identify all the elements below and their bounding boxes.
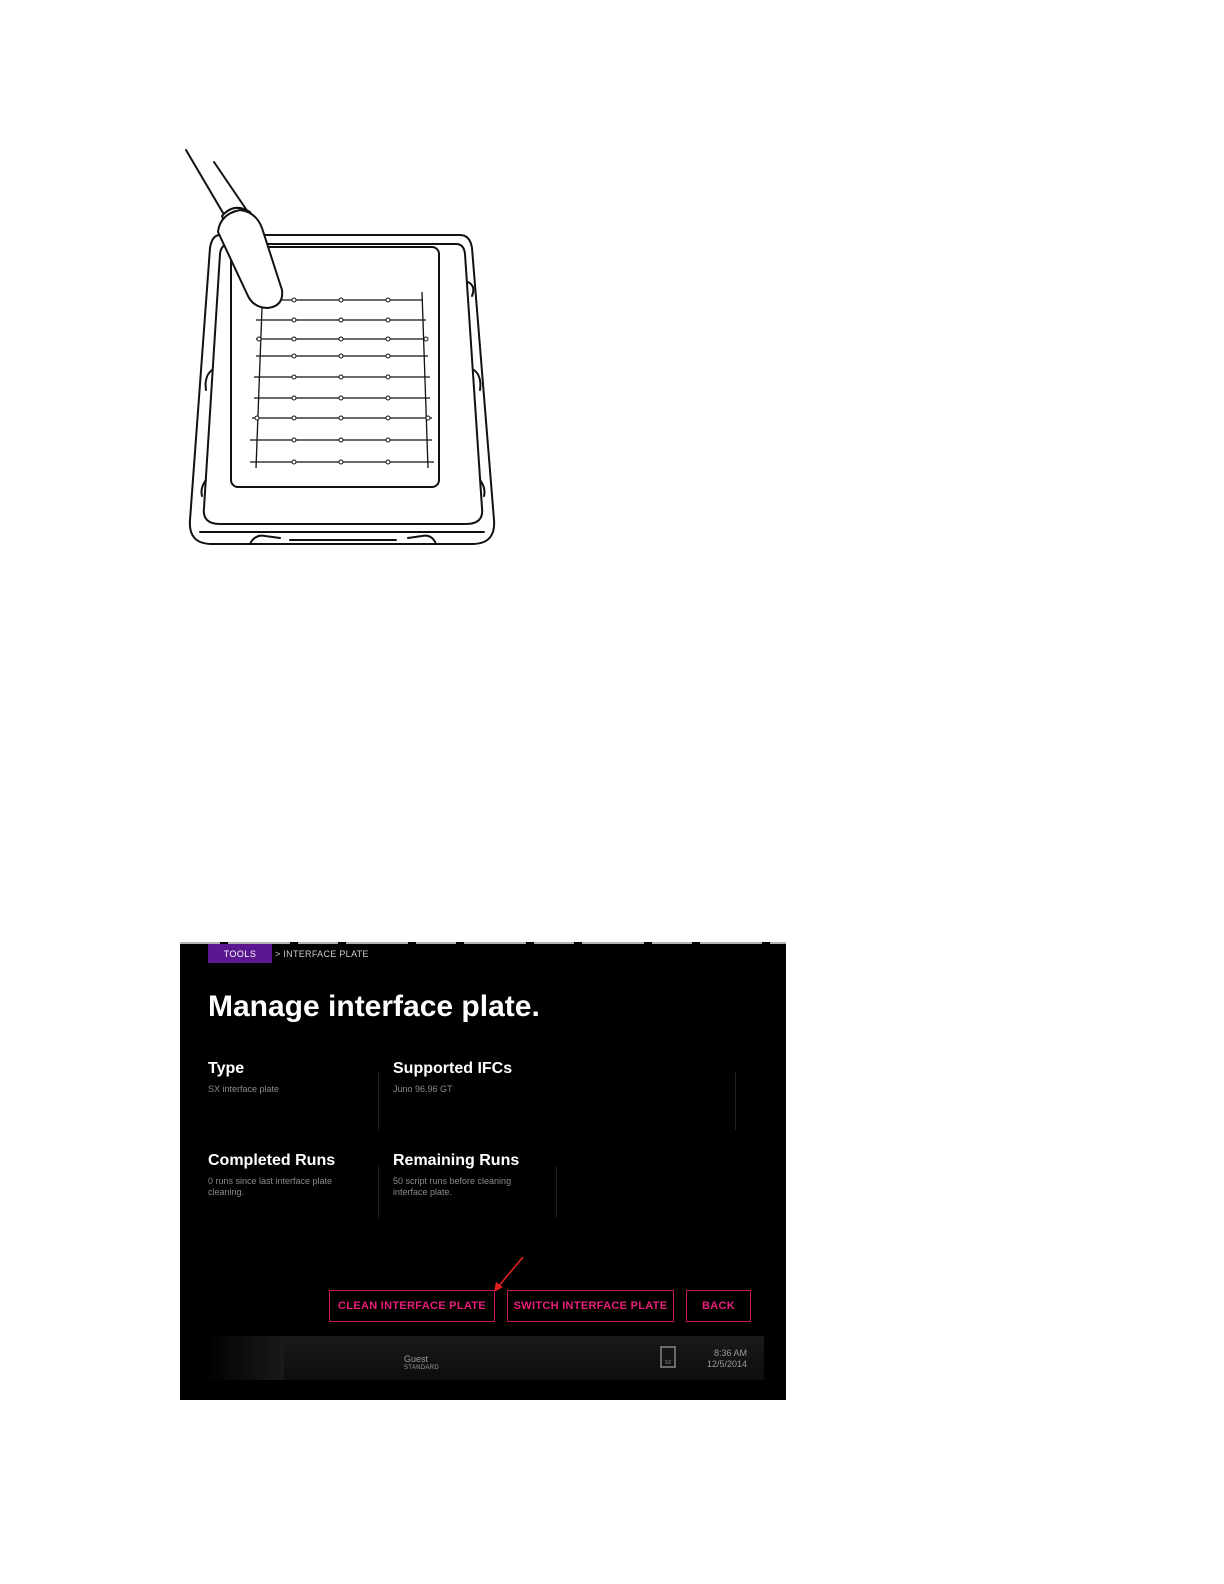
type-card — [208, 1060, 368, 1095]
type-value: SX interface plate — [208, 1084, 280, 1094]
completed-runs-value: 0 runs since last interface plate cleaning. — [208, 1176, 333, 1197]
user-info[interactable] — [404, 1354, 439, 1372]
completed-runs-card — [208, 1152, 358, 1198]
clock-date: 12/5/2014 — [707, 1359, 748, 1369]
instrument-screen — [180, 942, 786, 1400]
remaining-runs-value: 50 script runs before cleaning interface plate. — [393, 1176, 512, 1197]
wipe-interface-plate-illustration — [160, 140, 520, 560]
clock-time: 8:36 AM — [714, 1348, 748, 1358]
back-button[interactable]: BACK — [686, 1290, 751, 1322]
user-role: STANDARD — [404, 1365, 439, 1371]
clock — [707, 1348, 747, 1370]
page-title: Manage interface plate. — [208, 990, 540, 1023]
status-bar — [204, 1336, 764, 1380]
remaining-runs-card — [393, 1152, 533, 1198]
red-arrow-pointer-icon — [490, 1254, 530, 1294]
remaining-runs-label: Remaining Runs — [393, 1152, 520, 1169]
device-badge: SX — [664, 1360, 672, 1366]
card-divider — [735, 1072, 736, 1130]
breadcrumb-current: > INTERFACE PLATE — [275, 948, 369, 959]
type-label: Type — [208, 1060, 245, 1077]
breadcrumb-tools-tab[interactable]: TOOLS — [208, 944, 272, 963]
completed-runs-label: Completed Runs — [208, 1152, 336, 1169]
breadcrumb — [208, 944, 369, 963]
switch-interface-plate-button[interactable]: SWITCH INTERFACE PLATE — [507, 1290, 674, 1322]
clean-interface-plate-button[interactable]: CLEAN INTERFACE PLATE — [329, 1290, 495, 1322]
card-divider — [378, 1072, 379, 1130]
instrument-device-icon[interactable] — [660, 1346, 676, 1368]
supported-ifcs-value: Juno 96.96 GT — [393, 1084, 453, 1094]
card-divider — [378, 1166, 379, 1218]
supported-ifcs-label: Supported IFCs — [393, 1060, 513, 1077]
interface-plate-drawing — [160, 140, 520, 560]
user-name: Guest — [404, 1354, 429, 1364]
supported-ifcs-card — [393, 1060, 593, 1095]
card-divider — [556, 1166, 557, 1218]
